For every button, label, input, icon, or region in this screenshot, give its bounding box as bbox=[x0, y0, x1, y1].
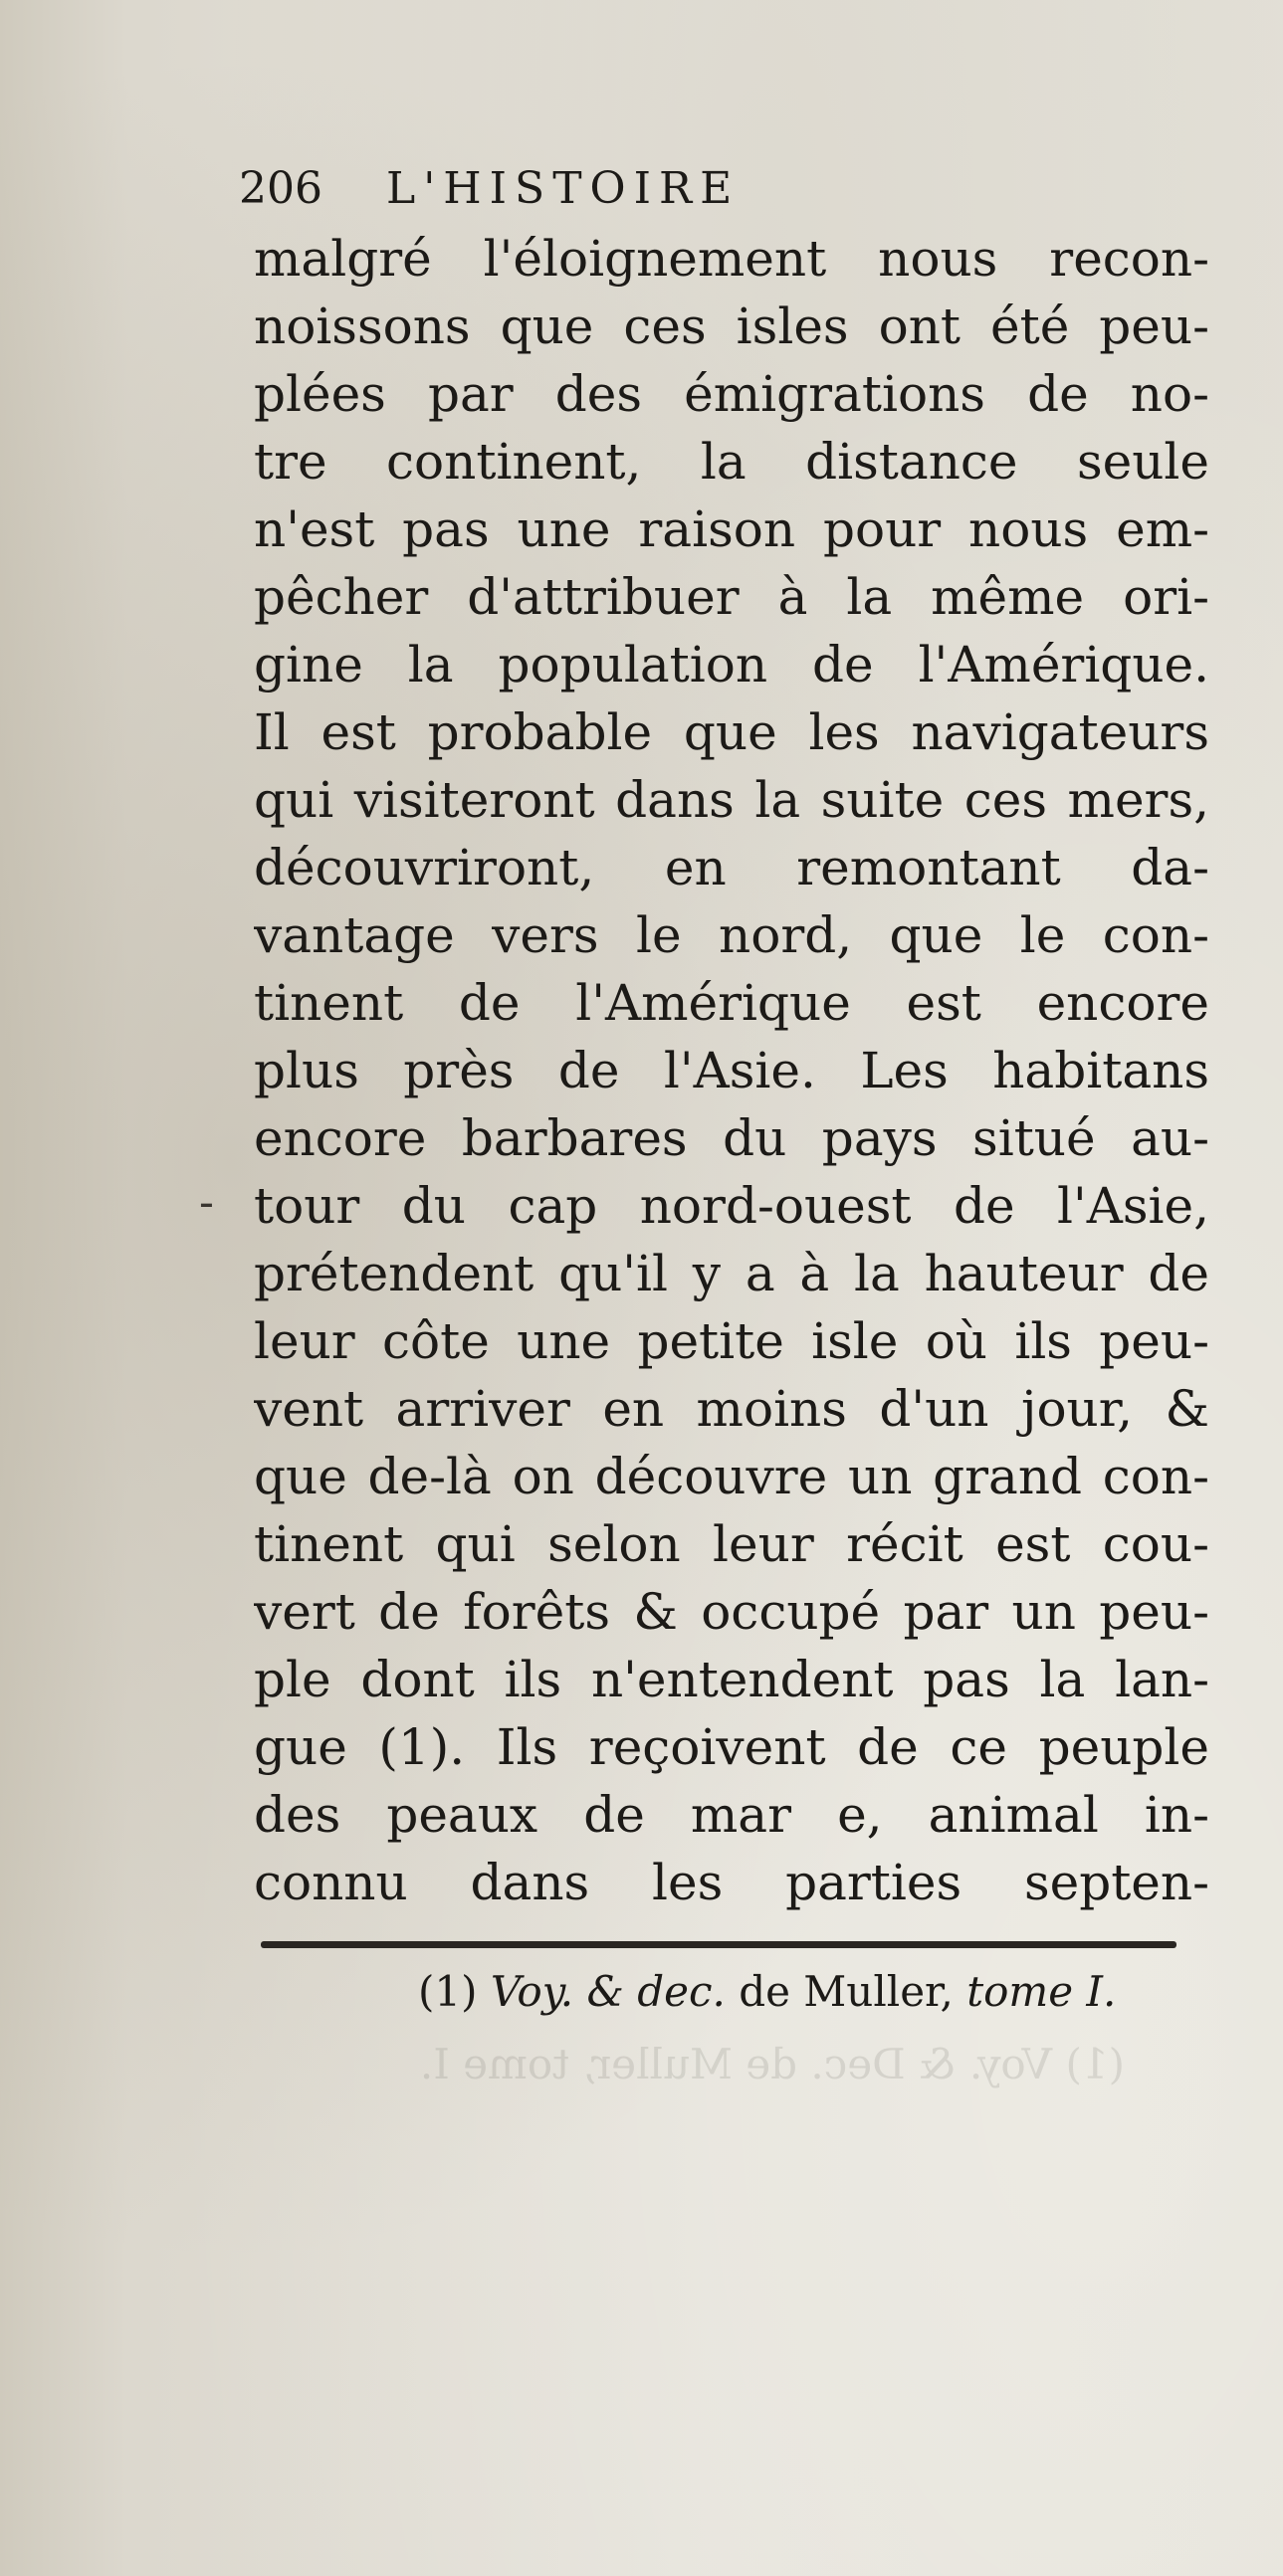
text-line: qui visiteront dans la suite ces mers, bbox=[254, 771, 1209, 829]
text-line: plées par des émigrations de no- bbox=[254, 365, 1209, 423]
text-line: tre continent, la distance seule bbox=[254, 433, 1209, 491]
text-line: vert de forêts & occupé par un peu- bbox=[254, 1583, 1209, 1641]
text-line: tinent de l'Amérique est encore bbox=[254, 974, 1209, 1032]
footnote-marker: (1) bbox=[418, 1967, 478, 2016]
text-line: leur côte une petite isle où ils peu- bbox=[254, 1312, 1209, 1370]
bleed-through-text: (1) Voy. & Dec. de Muller, tome I. bbox=[419, 2040, 1125, 2088]
text-line: vantage vers le nord, que le con- bbox=[254, 906, 1209, 964]
text-line: pêcher d'attribuer à la même ori- bbox=[254, 568, 1209, 626]
page-header bbox=[239, 159, 1055, 219]
text-line: vent arriver en moins d'un jour, & bbox=[254, 1380, 1209, 1438]
text-line: n'est pas une raison pour nous em- bbox=[254, 500, 1209, 558]
running-title: L'HISTOIRE bbox=[385, 163, 741, 214]
text-line: tinent qui selon leur récit est cou- bbox=[254, 1515, 1209, 1573]
page-number: 206 bbox=[239, 163, 322, 214]
text-line: ple dont ils n'entendent pas la lan- bbox=[254, 1651, 1209, 1708]
text-line: des peaux de mar e, animal in- bbox=[254, 1786, 1209, 1844]
footnote-rule bbox=[261, 1941, 1176, 1948]
text-line: malgré l'éloignement nous recon- bbox=[254, 230, 1209, 288]
text-line: découvriront, en remontant da- bbox=[254, 839, 1209, 896]
text-line: connu dans les parties septen- bbox=[254, 1854, 1209, 1911]
text-line: tour du cap nord-ouest de l'Asie, bbox=[254, 1177, 1209, 1235]
body-text bbox=[254, 225, 1209, 1916]
text-line: gine la population de l'Amérique. bbox=[254, 636, 1209, 694]
text-line: prétendent qu'il y a à la hauteur de bbox=[254, 1245, 1209, 1302]
text-line: encore barbares du pays situé au- bbox=[254, 1109, 1209, 1167]
text-line: plus près de l'Asie. Les habitans bbox=[254, 1042, 1209, 1099]
footnote-author: de Muller, bbox=[739, 1967, 954, 2016]
text-line: que de-là on découvre un grand con- bbox=[254, 1448, 1209, 1505]
footnote bbox=[418, 1962, 1194, 2022]
footnote-volume: tome I. bbox=[966, 1967, 1117, 2016]
text-line: gue (1). Ils reçoivent de ce peuple bbox=[254, 1718, 1209, 1776]
text-line: Il est probable que les navigateurs bbox=[254, 703, 1209, 761]
footnote-reference: Voy. & dec. bbox=[490, 1967, 726, 2016]
margin-dash-mark: - bbox=[199, 1177, 214, 1228]
text-line: noissons que ces isles ont été peu- bbox=[254, 297, 1209, 355]
